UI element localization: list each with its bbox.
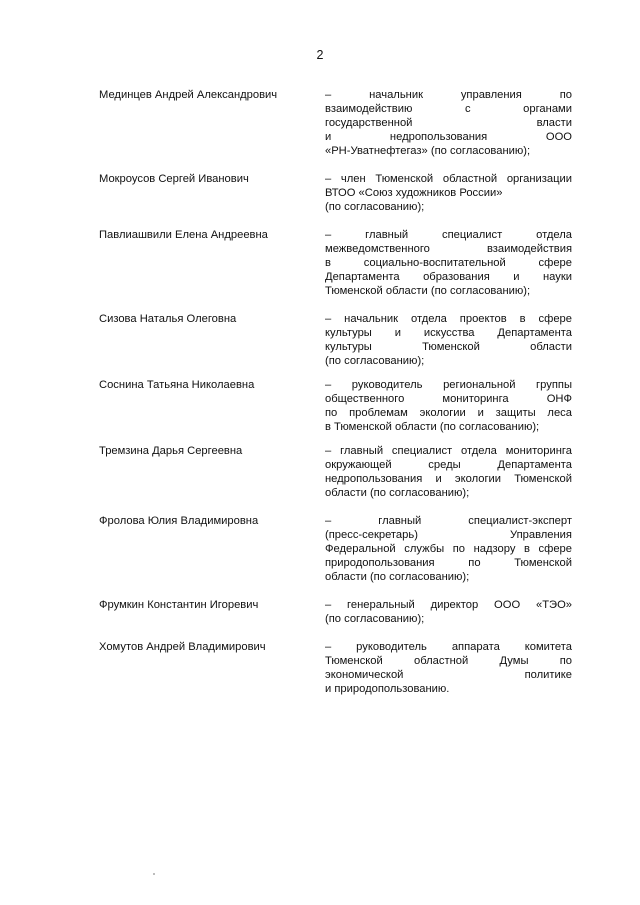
position-line: государственной власти — [325, 117, 572, 129]
position-line: области (по согласованию); — [325, 571, 470, 583]
position-line: культуры Тюменской области — [325, 341, 572, 353]
position-line: – начальник отдела проектов в сфере — [325, 313, 572, 325]
position-line: (по согласованию); — [325, 201, 425, 213]
position-line: – член Тюменской областной организации — [325, 173, 572, 185]
member-name: Мединцев Андрей Александрович — [99, 89, 278, 101]
position-line: общественного мониторинга ОНФ — [325, 393, 572, 405]
position-line: межведомственного взаимодействия — [325, 243, 572, 255]
position-line: Федеральной службы по надзору в сфере — [325, 543, 572, 555]
position-line: в Тюменской области (по согласованию); — [325, 421, 540, 433]
position-line: взаимодействию с органами — [325, 103, 572, 115]
position-line: Тюменской области (по согласованию); — [325, 285, 531, 297]
member-position — [325, 598, 572, 626]
position-line: – генеральный директор ООО «ТЭО» — [325, 599, 572, 611]
member-name: Фрумкин Константин Игоревич — [99, 599, 259, 611]
position-line: и природопользованию. — [325, 683, 450, 695]
member-position — [325, 444, 572, 500]
member-name: Павлиашвили Елена Андреевна — [99, 229, 268, 241]
position-line: – главный специалист-эксперт — [325, 515, 572, 527]
position-line: культуры и искусства Департамента — [325, 327, 572, 339]
position-line: – главный специалист отдела мониторинга — [325, 445, 572, 457]
position-line: в социально-воспитательной сфере — [325, 257, 572, 269]
member-position — [325, 640, 572, 696]
member-name: Хомутов Андрей Владимирович — [99, 641, 266, 653]
member-position — [325, 378, 572, 434]
position-line: области (по согласованию); — [325, 487, 470, 499]
position-line: по проблемам экологии и защиты леса — [325, 407, 572, 419]
position-line: – главный специалист отдела — [325, 229, 572, 241]
member-position — [325, 172, 572, 214]
member-name: Соснина Татьяна Николаевна — [99, 379, 255, 391]
position-line: – руководитель аппарата комитета — [325, 641, 572, 653]
position-line: окружающей среды Департамента — [325, 459, 572, 471]
position-line: ВТОО «Союз художников России» — [325, 187, 503, 199]
position-line: и недропользования ООО — [325, 131, 572, 143]
position-line: (по согласованию); — [325, 613, 425, 625]
position-line: экономической политике — [325, 669, 572, 681]
position-line: «РН-Уватнефтегаз» (по согласованию); — [325, 145, 531, 157]
member-position — [325, 514, 572, 584]
scan-speck — [153, 873, 155, 875]
position-line: – руководитель региональной группы — [325, 379, 572, 391]
member-position — [325, 312, 572, 368]
position-line: природопользования по Тюменской — [325, 557, 572, 569]
position-line: Тюменской областной Думы по — [325, 655, 572, 667]
position-line: (пресс-секретарь) Управления — [325, 529, 572, 541]
member-name: Сизова Наталья Олеговна — [99, 313, 237, 325]
position-line: (по согласованию); — [325, 355, 425, 367]
member-position — [325, 228, 572, 298]
page-number: 2 — [316, 48, 324, 62]
member-name: Тремзина Дарья Сергеевна — [99, 445, 243, 457]
member-position — [325, 88, 572, 158]
position-line: недропользования и экологии Тюменской — [325, 473, 572, 485]
position-line: Департамента образования и науки — [325, 271, 572, 283]
member-name: Фролова Юлия Владимировна — [99, 515, 259, 527]
member-name: Мокроусов Сергей Иванович — [99, 173, 249, 185]
position-line: – начальник управления по — [325, 89, 572, 101]
